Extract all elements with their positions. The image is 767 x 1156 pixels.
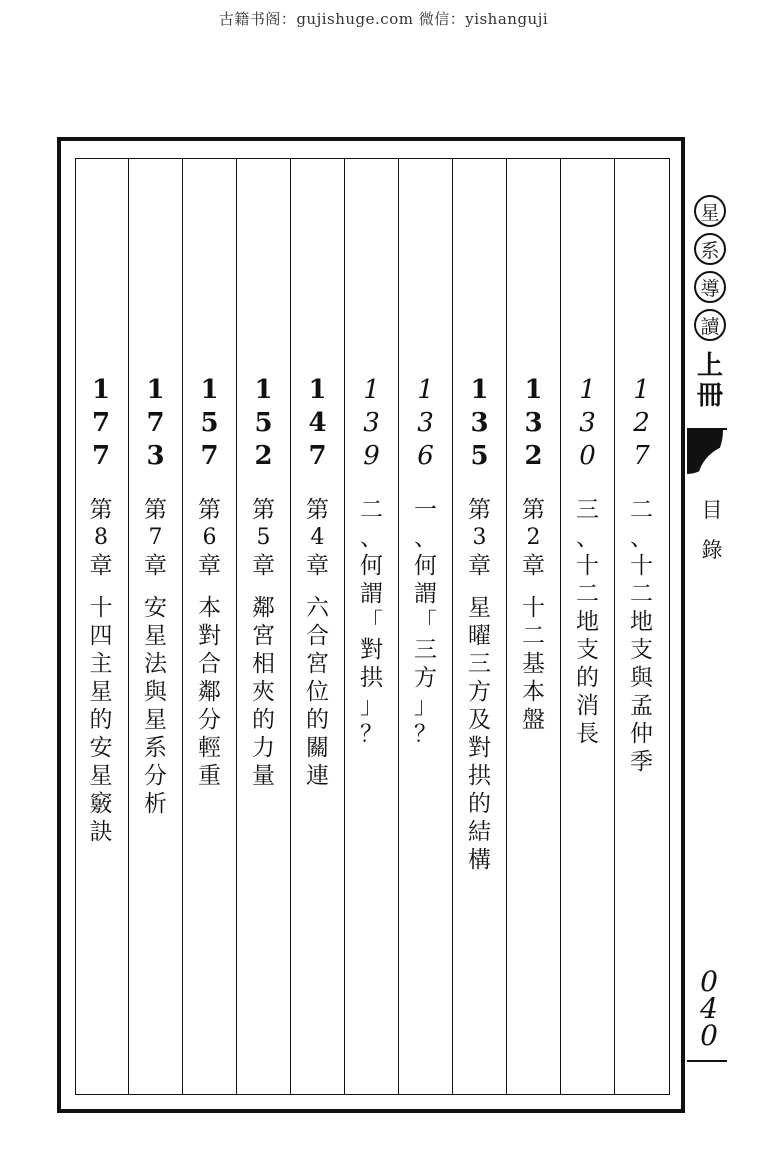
toc-title: 第 2 章 十 二 基 本 盤: [522, 497, 545, 733]
toc-page-number: 1 4 7: [308, 375, 327, 471]
book-title-char: 導: [694, 271, 726, 303]
volume-label: 上 冊: [696, 351, 723, 411]
book-title-char: 星: [694, 195, 726, 227]
toc-title: 第 6 章 本 對 合 鄰 分 輕 重: [198, 497, 221, 789]
toc-page-number: 1 3 9: [363, 375, 380, 471]
page-number: 0 4 0: [700, 965, 718, 1052]
toc-title: 第 8 章 十 四 主 星 的 安 星 竅 訣: [89, 497, 113, 845]
toc-page-number: 1 7 7: [91, 375, 111, 471]
section-label: 目 錄: [701, 498, 723, 562]
margin-rule-bottom: [687, 1060, 727, 1062]
book-title-char: 讀: [694, 309, 726, 341]
toc-entry: [236, 159, 290, 1094]
toc-entry: [560, 159, 614, 1094]
book-title-char: 系: [694, 233, 726, 265]
toc-entry: [128, 159, 182, 1094]
toc-title: 一 、 何 謂 「 三 方 」 ？: [414, 497, 437, 747]
toc-page-number: 1 5 7: [200, 375, 219, 471]
toc-entry: [506, 159, 560, 1094]
toc-title: 二 、 十 二 地 支 與 孟 仲 季: [630, 497, 653, 775]
toc-page-number: 1 7 3: [146, 375, 165, 471]
toc-entry: [452, 159, 506, 1094]
toc-title: 三 、 十 二 地 支 的 消 長: [576, 497, 599, 747]
toc-entry: [290, 159, 344, 1094]
toc-title: 第 7 章 安 星 法 與 星 系 分 析: [144, 497, 167, 817]
toc-title: 第 3 章 星 曜 三 方 及 對 拱 的 結 構: [468, 497, 491, 873]
toc-entry: [182, 159, 236, 1094]
toc-page-number: 1 3 6: [417, 375, 434, 471]
toc-page-number: 1 3 2: [524, 375, 543, 471]
toc-title: 第 5 章 鄰 宮 相 夾 的 力 量: [252, 497, 275, 789]
toc-entry: [74, 159, 128, 1094]
toc-page-number: 1 3 0: [579, 375, 596, 471]
toc-entry: [344, 159, 398, 1094]
watermark-text: 古籍书阁：gujishuge.com 微信：yishanguji: [218, 10, 549, 28]
toc-page-number: 1 5 2: [254, 375, 273, 471]
toc-table: [75, 158, 670, 1095]
toc-title: 二 、 何 謂 「 對 拱 」 ？: [360, 497, 383, 747]
book-title-margin: [687, 195, 733, 411]
toc-entry: [398, 159, 452, 1094]
toc-title: 第 4 章 六 合 宮 位 的 關 連: [306, 497, 329, 789]
toc-entry: [614, 159, 668, 1094]
toc-page-number: 1 3 5: [470, 375, 489, 471]
toc-page-number: 1 2 7: [633, 375, 650, 471]
